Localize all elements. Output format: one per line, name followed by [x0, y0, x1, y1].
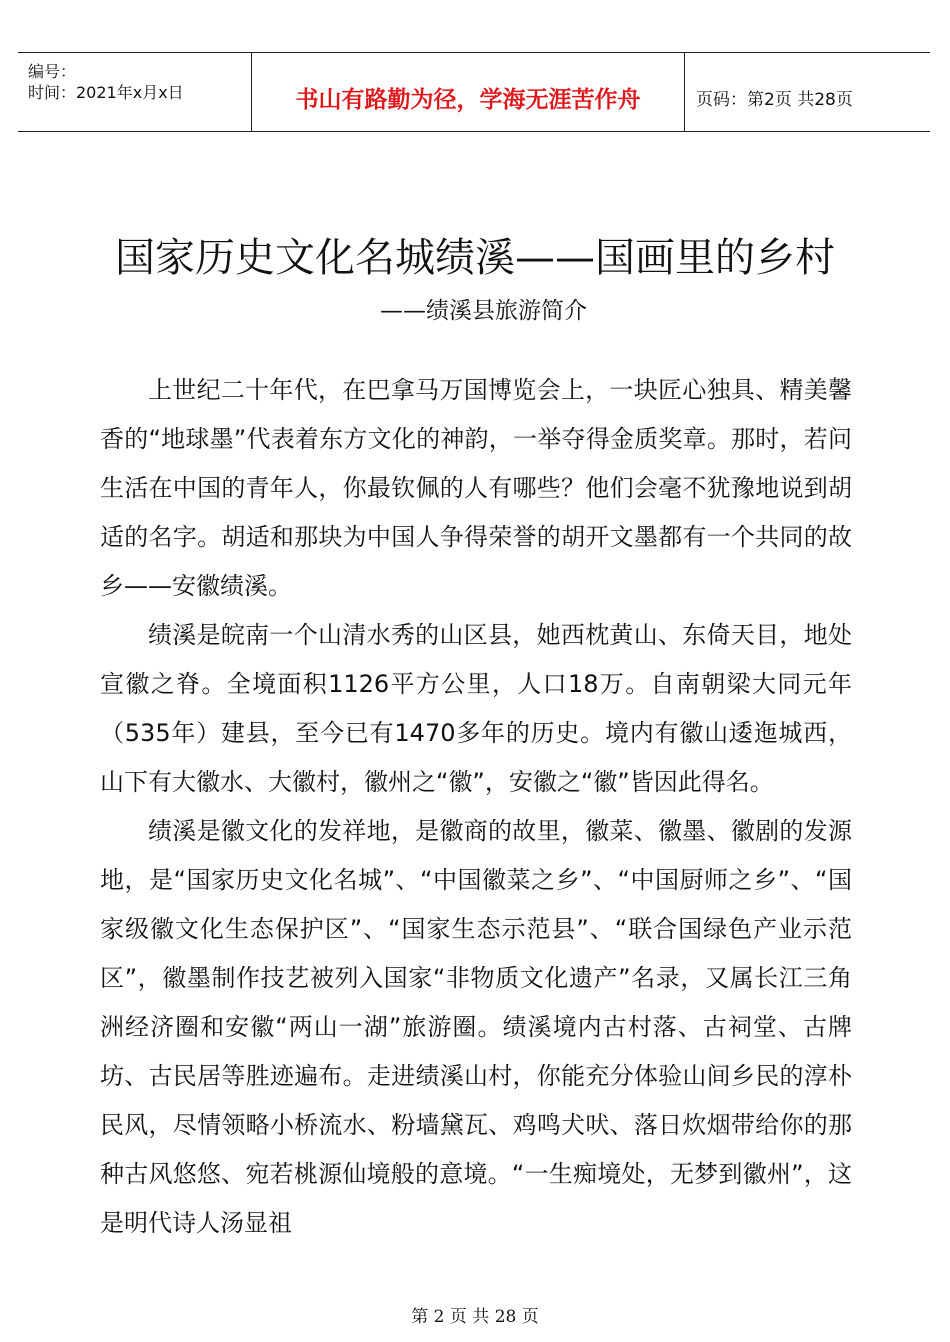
- header-motto: 书山有路勤为径，学海无涯苦作舟: [295, 87, 641, 113]
- document-body: [100, 366, 852, 1248]
- document-date-label: 时间：2021年x月x日: [28, 83, 184, 102]
- document-title: 国家历史文化名城绩溪——国画里的乡村: [115, 235, 835, 281]
- document-subtitle: ——绩溪县旅游简介: [380, 298, 587, 324]
- body-paragraph: 上世纪二十年代，在巴拿马万国博览会上，一块匠心独具、精美馨香的“地球墨”代表着东方文化的神韵，一举夺得金质奖章。那时，若问生活在中国的青年人，你最钦佩的人有哪些？他们会毫不犹豫地说到胡适的名字。胡适和那块为中国人争得荣誉的胡开文墨都有一个共同的故乡——安徽绩溪。: [100, 376, 852, 600]
- body-paragraph: 绩溪是徽文化的发祥地，是徽商的故里，徽菜、徽墨、徽剧的发源地，是“国家历史文化名城”、“中国徽菜之乡”、“中国厨师之乡”、“国家级徽文化生态保护区”、“国家生态示范县”、“联合国绿色产业示范区”，徽墨制作技艺被列入国家“非物质文化遗产”名录，又属长江三角洲经济圈和安徽“两山一湖”旅游圈。绩溪境内古村落、古祠堂、古牌坊、古民居等胜迹遍布。走进绩溪山村，你能充分体验山间乡民的淳朴民风，尽情领略小桥流水、粉墙黛瓦、鸡鸣犬吠、落日炊烟带给你的那种古风悠悠、宛若桃源仙境般的意境。“一生痴境处，无梦到徽州”，这是明代诗人汤显祖: [100, 817, 852, 1237]
- document-code-label: 编号：: [28, 62, 77, 81]
- page-footer: 第 2 页 共 28 页: [411, 1307, 539, 1327]
- header-left-cell: [18, 53, 250, 131]
- document-header: [18, 52, 930, 132]
- body-paragraph: 绩溪是皖南一个山清水秀的山区县，她西枕黄山、东倚天目，地处宣徽之脊。全境面积1126平方公里，人口18万。自南朝梁大同元年（535年）建县，至今已有1470多年的历史。境内有徽山逶迤城西，山下有大徽水、大徽村，徽州之“徽”，安徽之“徽”皆因此得名。: [100, 621, 852, 796]
- header-page-info: 页码：第2页 共28页: [696, 90, 853, 110]
- header-middle-cell: [251, 53, 685, 131]
- header-right-cell: [684, 53, 930, 131]
